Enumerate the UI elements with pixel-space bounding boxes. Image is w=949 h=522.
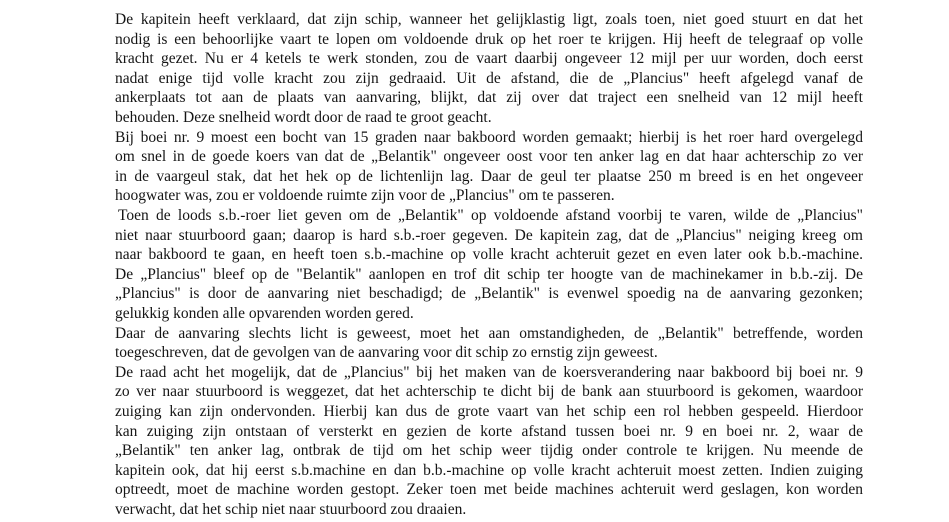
text-line: toegeschreven, dat de gevolgen van de aanvaring voor dit schip zo ernstig zijn geweest. <box>115 344 658 362</box>
text-line: De „Plancius" bleef op de "Belantik" aanlopen en trof dit schip ter hoogte van de machinekamer in b.b.-zij. De <box>115 265 863 283</box>
text-line: kapitein ook, dat hij eerst s.b.machine en dan b.b.-machine op volle kracht achteruit moest zetten. Indien zuiging <box>115 461 863 479</box>
text-line: niet naar stuurboord gaan; daarop is hard s.b.-roer gegeven. De kapitein zag, dat de „Plancius" neiging kreeg om <box>115 226 863 244</box>
text-line: verwacht, dat het schip niet naar stuurboord zou draaien. <box>115 501 467 518</box>
text-line: nadat enige tijd volle kracht zou zijn gedraaid. Uit de afstand, die de „Plancius" heeft afgelegd vanaf de <box>115 69 863 87</box>
text-line: „Belantik" ten anker lag, ontbrak de tijd om het schip weer tijdig onder controle te krijgen. Nu meende de <box>115 442 863 460</box>
document-page <box>115 0 863 522</box>
text-line: om snel in de goede koers van dat de „Belantik" ongeveer oost voor ten anker lag en dat haar achterschip zo ver <box>115 148 863 166</box>
text-line: behouden. Deze snelheid wordt door de raad te groot geacht. <box>115 109 492 126</box>
text-line: De raad acht het mogelijk, dat de „Plancius" bij het maken van de koersverandering naar bakboord bij boei nr. 9 <box>115 363 863 381</box>
text-line: Daar de aanvaring slechts licht is geweest, moet het aan omstandigheden, de „Belantik" betreffende, worden <box>115 324 863 342</box>
text-line: in de vaargeul stak, dat het hek op de lichtenlijn lag. Daar de geul ter plaatse 250 m breed is en het ongeveer <box>115 167 863 185</box>
text-line: nodig is een behoorlijke vaart te lopen om voldoende druk op het roer te krijgen. Hij heeft de telegraaf op volle <box>115 30 863 48</box>
text-line: De kapitein heeft verklaard, dat zijn schip, wanneer het gelijklastig ligt, zoals toen, niet goed stuurt en dat het <box>115 11 863 28</box>
text-line: hoogwater was, zou er voldoende ruimte zijn voor de „Plancius" om te passeren. <box>115 187 615 205</box>
text-line: Bij boei nr. 9 moest een bocht van 15 graden naar bakboord worden gemaakt; hierbij is het roer hard overgelegd <box>115 128 863 146</box>
text-line: gelukkig konden alle opvarenden worden gered. <box>115 305 414 322</box>
text-line: „Plancius" is door de aanvaring niet beschadigd; de „Belantik" is evenwel spoedig na de aanvaring gezonken; <box>115 285 863 303</box>
text-line: naar bakboord te gaan, en heeft toen s.b.-machine op volle kracht achteruit gezet en even later ook b.b.-machine. <box>115 246 863 264</box>
text-line: kan zuiging zijn ontstaan of versterkt en gezien de korte afstand tussen boei nr. 9 en boei nr. 2, waar de <box>115 422 863 440</box>
text-line: kracht gezet. Nu er 4 ketels te werk stonden, zou de vaart daarbij ongeveer 12 mijl per uur worden, doch eerst <box>115 50 863 68</box>
text-line: ankerplaats tot aan de plaats van aanvaring, blijkt, dat zij over dat traject een snelheid van 12 mijl heeft <box>115 89 863 107</box>
text-line: Toen de loods s.b.-roer liet geven om de „Belantik" op voldoende afstand voorbij te varen, wilde de „Plancius" <box>118 207 863 224</box>
text-line: optreedt, moet de machine worden gestopt. Zeker toen met beide machines achteruit werd geslagen, kon worden <box>115 481 863 499</box>
text-line: zuiging kan zijn ondervonden. Hierbij kan dus de grote vaart van het schip een rol hebben gespeeld. Hierdoor <box>115 403 863 420</box>
text-line: zo ver naar stuurboord is weggezet, dat het achterschip te dicht bij de bank aan stuurboord is gekomen, waardoor <box>115 383 863 401</box>
